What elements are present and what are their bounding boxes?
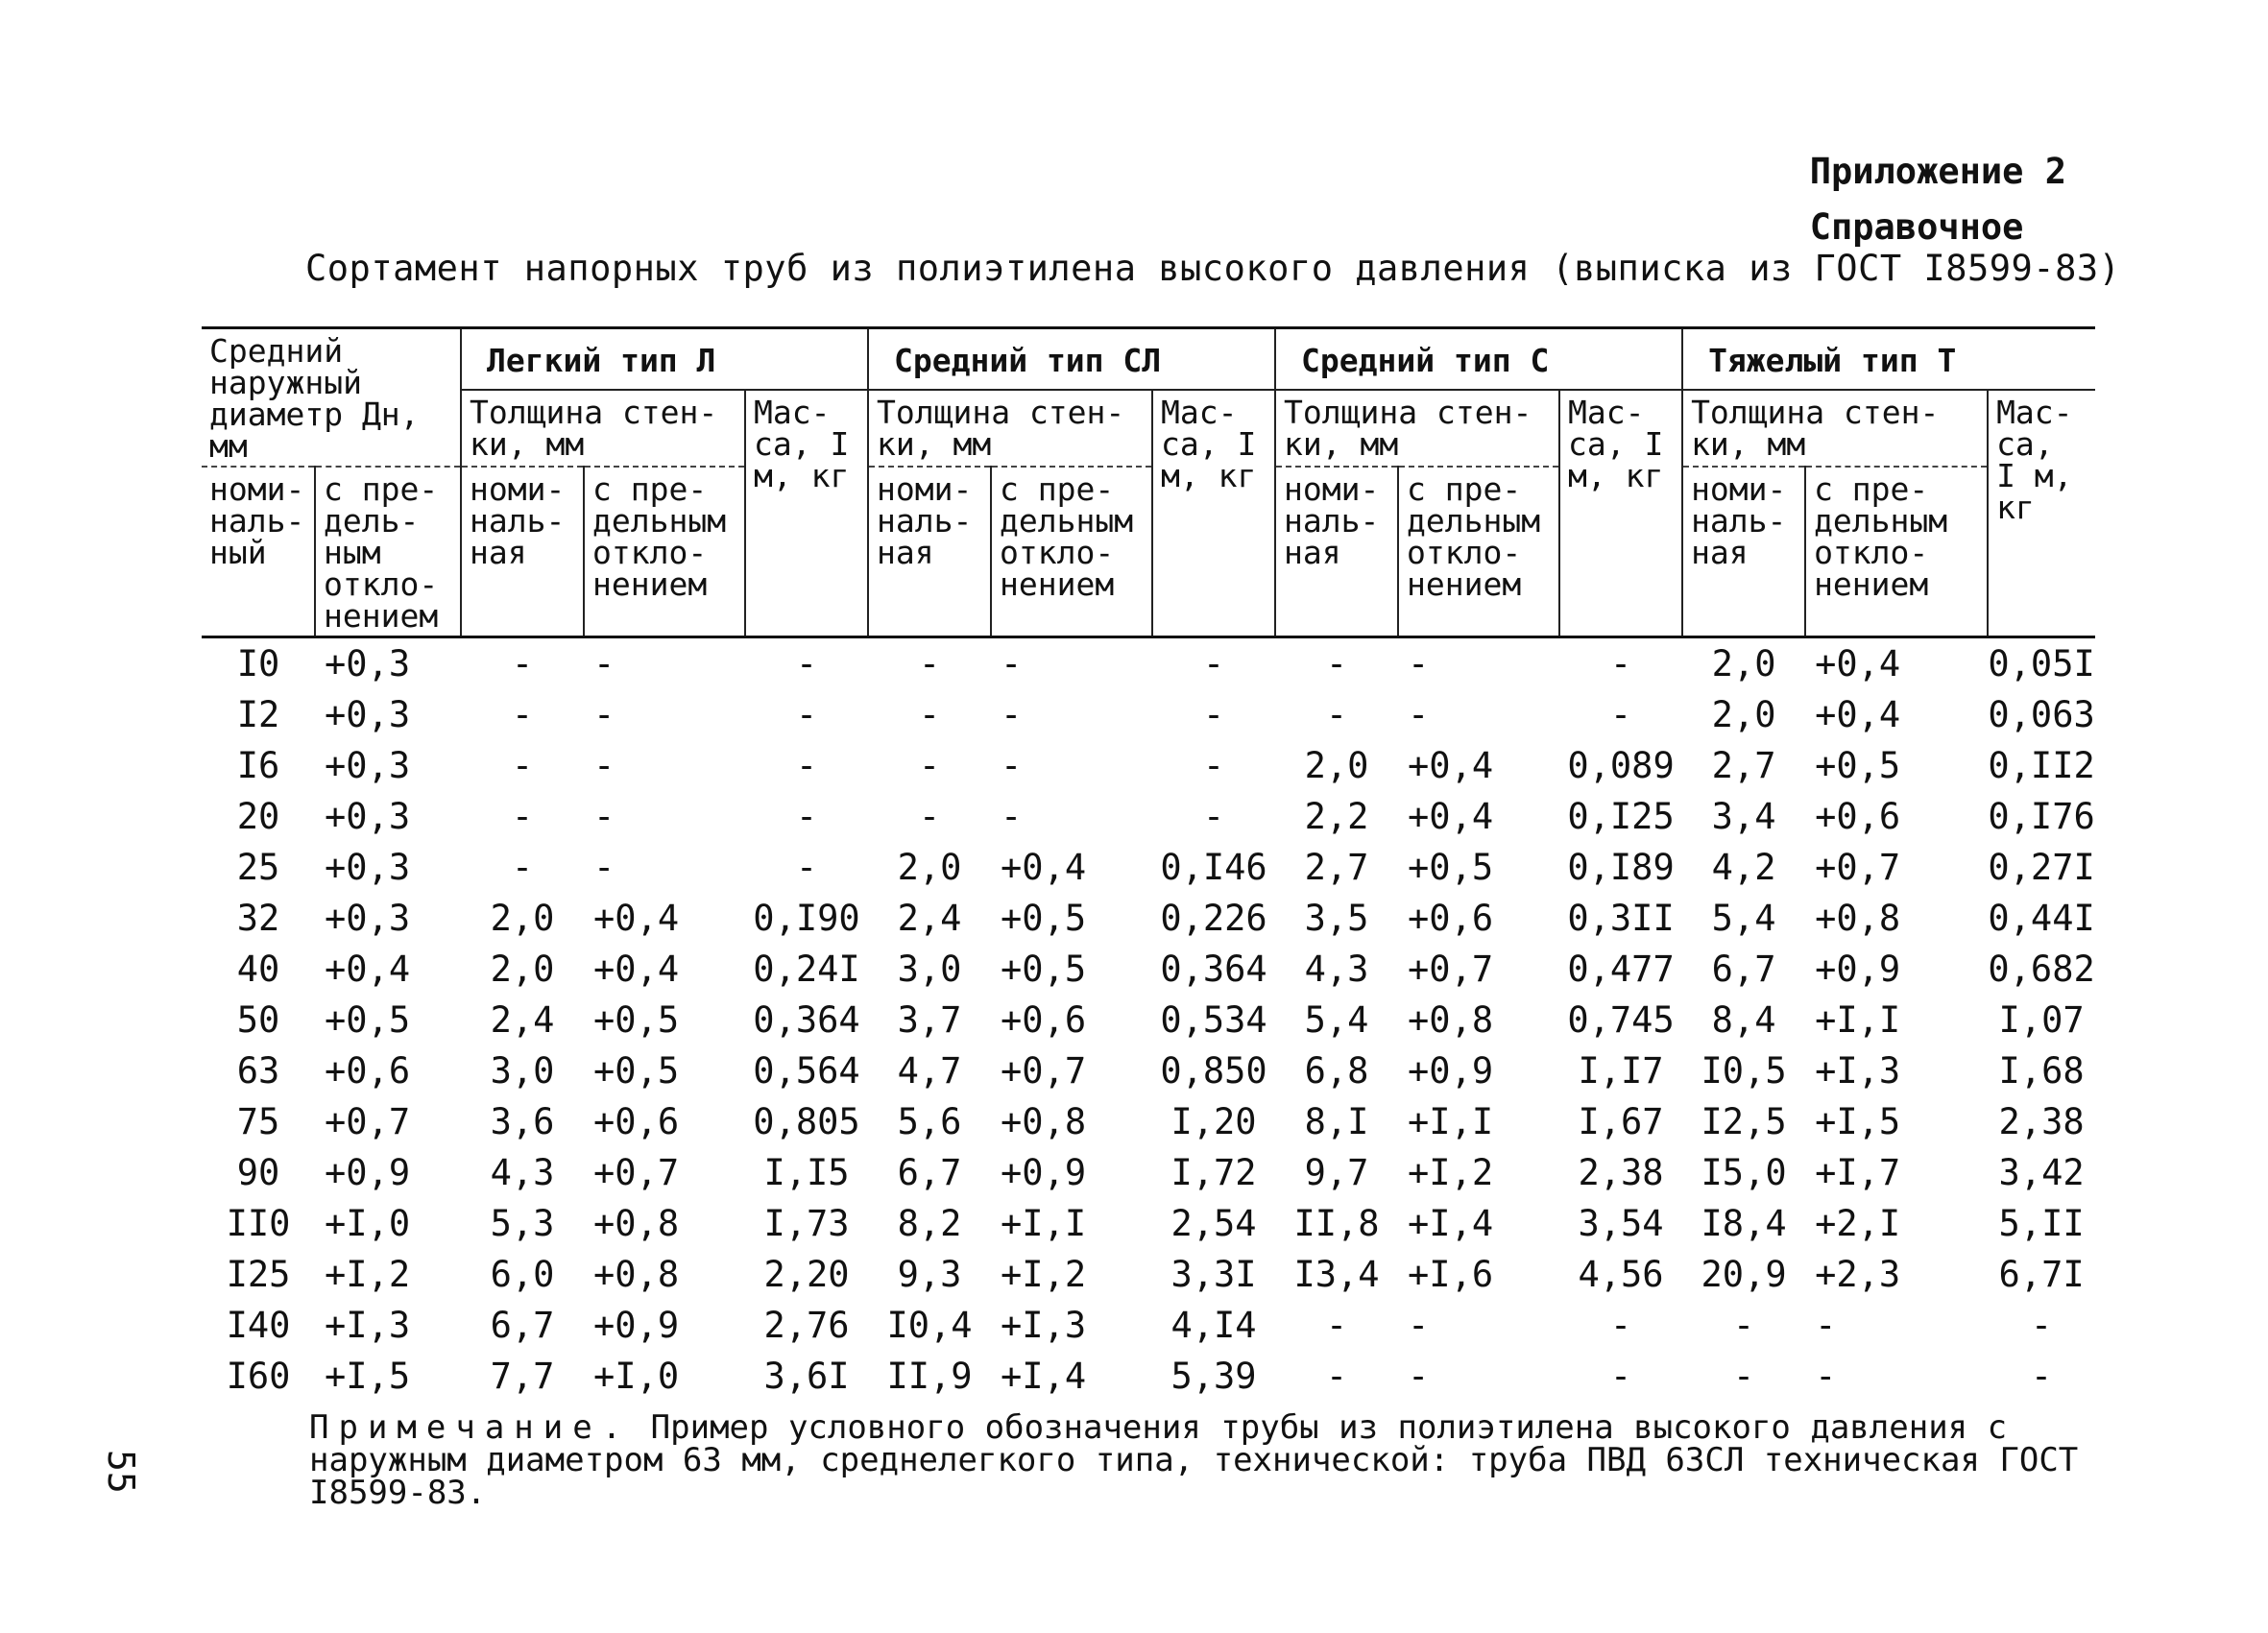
table-cell: +0,3 xyxy=(325,847,411,888)
table-cell: +0,4 xyxy=(1408,745,1494,786)
table-cell: 0,II2 xyxy=(1988,745,2095,786)
table-cell: 5,4 xyxy=(1711,898,1776,939)
table-cell: - xyxy=(1325,643,1348,684)
table-cell: - xyxy=(1408,1356,1430,1397)
table-cell: - xyxy=(511,847,534,888)
table-cell: - xyxy=(511,694,534,735)
table-cell: II,9 xyxy=(886,1356,973,1397)
header-nominal-medium-light: номи- наль- ная xyxy=(868,467,991,637)
table-cell: 2,20 xyxy=(763,1254,850,1295)
table-cell: - xyxy=(1609,1356,1632,1397)
table-cell: +I,2 xyxy=(1408,1152,1494,1193)
table-cell: +0,4 xyxy=(1815,694,1901,735)
table-cell: I5,0 xyxy=(1701,1152,1787,1193)
table-cell: 0,745 xyxy=(1567,999,1675,1041)
table-cell: +0,4 xyxy=(1001,847,1087,888)
table-cell: 0,I25 xyxy=(1567,796,1675,837)
table-cell: +0,5 xyxy=(1001,898,1087,939)
table-cell: +0,7 xyxy=(1815,847,1901,888)
table-cell: +0,7 xyxy=(325,1101,411,1142)
table-cell: +0,9 xyxy=(1408,1050,1494,1092)
table-cell: +0,8 xyxy=(593,1203,680,1244)
table-cell: - xyxy=(1202,694,1225,735)
table-cell: 2,0 xyxy=(1711,694,1776,735)
table-cell: +I,0 xyxy=(325,1203,411,1244)
pipe-assortment-table xyxy=(202,326,2095,1402)
table-cell: 0,05I xyxy=(1988,643,2095,684)
table-cell: II,8 xyxy=(1293,1203,1380,1244)
table-cell: I,I7 xyxy=(1578,1050,1664,1092)
table-cell: - xyxy=(918,643,941,684)
table-cell: 5,3 xyxy=(490,1203,555,1244)
table-cell: +0,6 xyxy=(325,1050,411,1092)
table-cell: 8,I xyxy=(1304,1101,1369,1142)
table-cell: I40 xyxy=(226,1305,291,1346)
table-cell: - xyxy=(1001,796,1023,837)
header-thickness-medium-light: Толщина стен- ки, мм xyxy=(868,390,1152,467)
table-cell: 0,I89 xyxy=(1567,847,1675,888)
table-cell: +0,3 xyxy=(325,694,411,735)
table-cell: +0,8 xyxy=(1815,898,1901,939)
table-cell: I,07 xyxy=(1998,999,2085,1041)
header-deviation-medium-light: с пре- дельным откло- нением xyxy=(991,467,1152,637)
table-cell: 0,564 xyxy=(753,1050,860,1092)
table-cell: - xyxy=(593,745,615,786)
table-cell: 2,4 xyxy=(490,999,555,1041)
table-cell: - xyxy=(918,694,941,735)
table-cell: 5,II xyxy=(1998,1203,2085,1244)
table-cell: - xyxy=(1202,643,1225,684)
table-cell: +0,9 xyxy=(593,1305,680,1346)
table-cell: +0,7 xyxy=(1408,949,1494,990)
table-cell: +0,6 xyxy=(593,1101,680,1142)
table-cell: - xyxy=(593,694,615,735)
header-mass-medium: Мас- са, I м, кг xyxy=(1559,390,1682,637)
table-row xyxy=(202,842,2095,893)
table-row xyxy=(202,689,2095,740)
table-cell: I,I5 xyxy=(763,1152,850,1193)
table-cell: 6,7I xyxy=(1998,1254,2085,1295)
table-cell: - xyxy=(1325,694,1348,735)
table-cell: I,73 xyxy=(763,1203,850,1244)
header-deviation-heavy: с пре- дельным откло- нением xyxy=(1805,467,1988,637)
table-cell: +0,5 xyxy=(1408,847,1494,888)
table-cell: 2,2 xyxy=(1304,796,1369,837)
table-cell: 6,7 xyxy=(1711,949,1776,990)
appendix-label: Приложение 2 xyxy=(1809,151,2066,192)
table-row xyxy=(202,995,2095,1045)
table-cell: - xyxy=(1325,1356,1348,1397)
header-nominal-heavy: номи- наль- ная xyxy=(1682,467,1805,637)
table-cell: 3,4 xyxy=(1711,796,1776,837)
table-cell: 4,2 xyxy=(1711,847,1776,888)
table-cell: +0,4 xyxy=(593,949,680,990)
header-deviation-light: с пре- дельным откло- нением xyxy=(584,467,745,637)
table-cell: 0,I90 xyxy=(753,898,860,939)
table-cell: 4,I4 xyxy=(1170,1305,1257,1346)
table-body xyxy=(202,637,2095,1403)
table-cell: - xyxy=(795,694,818,735)
table-cell: +0,5 xyxy=(593,1050,680,1092)
table-cell: +0,3 xyxy=(325,898,411,939)
table-cell: - xyxy=(1202,796,1225,837)
table-row xyxy=(202,1249,2095,1300)
table-row xyxy=(202,1147,2095,1198)
table-cell: +I,0 xyxy=(593,1356,680,1397)
table-cell: 2,7 xyxy=(1711,745,1776,786)
table-cell: - xyxy=(795,643,818,684)
table-cell: 2,0 xyxy=(897,847,962,888)
table-cell: - xyxy=(1815,1356,1837,1397)
table-row xyxy=(202,791,2095,842)
table-row xyxy=(202,637,2095,690)
table-cell: - xyxy=(593,796,615,837)
header-type-medium-light: Средний тип СЛ xyxy=(868,328,1275,391)
table-cell: 4,3 xyxy=(490,1152,555,1193)
table-cell: +I,6 xyxy=(1408,1254,1494,1295)
table-cell: +0,6 xyxy=(1408,898,1494,939)
table-cell: 3,6I xyxy=(763,1356,850,1397)
table-cell: +I,5 xyxy=(325,1356,411,1397)
table-cell: +0,8 xyxy=(1001,1101,1087,1142)
table-cell: 0,364 xyxy=(753,999,860,1041)
table-cell: 2,0 xyxy=(490,898,555,939)
table-cell: 5,4 xyxy=(1304,999,1369,1041)
table-cell: 3,54 xyxy=(1578,1203,1664,1244)
table-cell: 0,3II xyxy=(1567,898,1675,939)
table-row xyxy=(202,740,2095,791)
table-cell: 2,38 xyxy=(1578,1152,1664,1193)
table-cell: 3,3I xyxy=(1170,1254,1257,1295)
table-cell: 0,24I xyxy=(753,949,860,990)
table-cell: - xyxy=(1609,694,1632,735)
table-cell: 75 xyxy=(236,1101,280,1142)
table-cell: 4,3 xyxy=(1304,949,1369,990)
header-mass-medium-light: Мас- са, I м, кг xyxy=(1152,390,1275,637)
table-cell: 25 xyxy=(236,847,280,888)
table-cell: 3,0 xyxy=(897,949,962,990)
table-cell: +I,I xyxy=(1815,999,1901,1041)
table-cell: - xyxy=(593,643,615,684)
table-cell: 63 xyxy=(236,1050,280,1092)
table-cell: 40 xyxy=(236,949,280,990)
table-cell: +I,3 xyxy=(325,1305,411,1346)
table-cell: 32 xyxy=(236,898,280,939)
table-row xyxy=(202,1351,2095,1402)
table-cell: 6,0 xyxy=(490,1254,555,1295)
appendix-kind: Справочное xyxy=(1809,206,2024,248)
table-cell: - xyxy=(1001,694,1023,735)
table-cell: 3,5 xyxy=(1304,898,1369,939)
table-cell: +0,3 xyxy=(325,796,411,837)
table-cell: 4,7 xyxy=(897,1050,962,1092)
table-cell: - xyxy=(1609,643,1632,684)
table-cell: 8,2 xyxy=(897,1203,962,1244)
table-cell: +0,9 xyxy=(1001,1152,1087,1193)
table-cell: II0 xyxy=(226,1203,291,1244)
table-cell: - xyxy=(1732,1305,1755,1346)
table-row xyxy=(202,944,2095,995)
table-cell: +I,2 xyxy=(325,1254,411,1295)
table-cell: +0,5 xyxy=(1815,745,1901,786)
table-cell: I6 xyxy=(236,745,280,786)
header-mass-light: Мас- са, I м, кг xyxy=(745,390,868,637)
table-cell: 0,44I xyxy=(1988,898,2095,939)
table-cell: 2,0 xyxy=(490,949,555,990)
table-cell: 6,7 xyxy=(897,1152,962,1193)
header-thickness-medium: Толщина стен- ки, мм xyxy=(1275,390,1559,467)
table-cell: I,68 xyxy=(1998,1050,2085,1092)
table-cell: 4,56 xyxy=(1578,1254,1664,1295)
table-cell: - xyxy=(511,745,534,786)
header-deviation-diameter: с пре- дель- ным откло- нением xyxy=(315,467,461,637)
table-cell: 8,4 xyxy=(1711,999,1776,1041)
table-cell: I60 xyxy=(226,1356,291,1397)
table-header xyxy=(202,328,2095,637)
table-cell: +0,9 xyxy=(325,1152,411,1193)
table-cell: 50 xyxy=(236,999,280,1041)
table-cell: 2,54 xyxy=(1170,1203,1257,1244)
table-cell: I0 xyxy=(236,643,280,684)
table-row xyxy=(202,1198,2095,1249)
table-cell: 0,I46 xyxy=(1160,847,1267,888)
table-cell: 5,39 xyxy=(1170,1356,1257,1397)
table-cell: I2,5 xyxy=(1701,1101,1787,1142)
table-cell: +I,5 xyxy=(1815,1101,1901,1142)
table-cell: 2,4 xyxy=(897,898,962,939)
header-thickness-heavy: Толщина стен- ки, мм xyxy=(1682,390,1988,467)
header-nominal-medium: номи- наль- ная xyxy=(1275,467,1398,637)
table-cell: +0,8 xyxy=(1408,999,1494,1041)
note-label: Примечание. xyxy=(309,1408,632,1447)
table-cell: +0,9 xyxy=(1815,949,1901,990)
table-cell: 0,063 xyxy=(1988,694,2095,735)
table-cell: 20 xyxy=(236,796,280,837)
table-cell: +0,7 xyxy=(1001,1050,1087,1092)
table-cell: - xyxy=(1408,643,1430,684)
header-thickness-light: Толщина стен- ки, мм xyxy=(461,390,745,467)
table-cell: +I,I xyxy=(1001,1203,1087,1244)
table-cell: I8,4 xyxy=(1701,1203,1787,1244)
table-cell: +I,3 xyxy=(1001,1305,1087,1346)
table-cell: I2 xyxy=(236,694,280,735)
table-cell: 6,7 xyxy=(490,1305,555,1346)
table-cell: I,67 xyxy=(1578,1101,1664,1142)
note-text: Пример условного обозначения трубы из полиэтилена высокого давления с наружным диаметром 63 мм, среднелегкого типа, технической: труба ПВД 63СЛ техническая ГОСТ I8599-83. xyxy=(309,1408,2079,1512)
table-cell: +0,3 xyxy=(325,643,411,684)
table-cell: +0,5 xyxy=(1001,949,1087,990)
table-cell: 7,7 xyxy=(490,1356,555,1397)
table-cell: +I,7 xyxy=(1815,1152,1901,1193)
table-cell: 9,7 xyxy=(1304,1152,1369,1193)
table-cell: 2,38 xyxy=(1998,1101,2085,1142)
header-type-heavy: Тяжелый тип Т xyxy=(1682,328,2095,391)
table-cell: 0,534 xyxy=(1160,999,1267,1041)
table-cell: - xyxy=(2030,1356,2053,1397)
table-cell: - xyxy=(795,847,818,888)
table-cell: +2,I xyxy=(1815,1203,1901,1244)
header-nominal-light: номи- наль- ная xyxy=(461,467,584,637)
table-cell: 3,0 xyxy=(490,1050,555,1092)
table-cell: - xyxy=(795,745,818,786)
table-cell: I,20 xyxy=(1170,1101,1257,1142)
table-cell: 0,364 xyxy=(1160,949,1267,990)
table-cell: - xyxy=(1202,745,1225,786)
header-type-light: Легкий тип Л xyxy=(461,328,868,391)
table-cell: I25 xyxy=(226,1254,291,1295)
table-cell: +0,6 xyxy=(1815,796,1901,837)
table-cell: - xyxy=(918,745,941,786)
table-cell: I,72 xyxy=(1170,1152,1257,1193)
table-cell: 0,I76 xyxy=(1988,796,2095,837)
table-row xyxy=(202,1096,2095,1147)
table-cell: +0,4 xyxy=(325,949,411,990)
table-cell: +I,I xyxy=(1408,1101,1494,1142)
table-cell: - xyxy=(1408,1305,1430,1346)
table-cell: - xyxy=(1815,1305,1837,1346)
table-title: Сортамент напорных труб из полиэтилена высокого давления (выписка из ГОСТ I8599-83) xyxy=(305,248,2121,289)
table-cell: +0,7 xyxy=(593,1152,680,1193)
table-cell: 0,27I xyxy=(1988,847,2095,888)
table-cell: 2,76 xyxy=(763,1305,850,1346)
table-cell: 3,7 xyxy=(897,999,962,1041)
table-cell: - xyxy=(795,796,818,837)
table-cell: I3,4 xyxy=(1293,1254,1380,1295)
table-cell: +I,3 xyxy=(1815,1050,1901,1092)
table-cell: 0,089 xyxy=(1567,745,1675,786)
table-cell: 0,850 xyxy=(1160,1050,1267,1092)
table-cell: 2,0 xyxy=(1711,643,1776,684)
table-cell: +0,6 xyxy=(1001,999,1087,1041)
table-cell: - xyxy=(1732,1356,1755,1397)
table-cell: 2,7 xyxy=(1304,847,1369,888)
table-cell: I0,5 xyxy=(1701,1050,1787,1092)
header-type-medium: Средний тип С xyxy=(1275,328,1682,391)
table-cell: - xyxy=(2030,1305,2053,1346)
table-cell: 0,226 xyxy=(1160,898,1267,939)
table-cell: +0,4 xyxy=(1815,643,1901,684)
table-cell: - xyxy=(593,847,615,888)
table-row xyxy=(202,893,2095,944)
table-cell: 0,477 xyxy=(1567,949,1675,990)
table-cell: - xyxy=(1325,1305,1348,1346)
table-cell: 5,6 xyxy=(897,1101,962,1142)
table-cell: +I,4 xyxy=(1001,1356,1087,1397)
table-cell: - xyxy=(511,643,534,684)
table-cell: 6,8 xyxy=(1304,1050,1369,1092)
table-cell: +I,2 xyxy=(1001,1254,1087,1295)
table-cell: +I,4 xyxy=(1408,1203,1494,1244)
table-cell: 3,42 xyxy=(1998,1152,2085,1193)
table-cell: 3,6 xyxy=(490,1101,555,1142)
table-row xyxy=(202,1300,2095,1351)
table-cell: I0,4 xyxy=(886,1305,973,1346)
table-cell: - xyxy=(1609,1305,1632,1346)
page-number: 55 xyxy=(100,1450,142,1494)
header-diameter: Средний наружный диаметр Дн, мм xyxy=(202,328,461,468)
table-cell: +0,5 xyxy=(325,999,411,1041)
header-deviation-medium: с пре- дельным откло- нением xyxy=(1398,467,1559,637)
note xyxy=(309,1408,2114,1512)
table-cell: - xyxy=(511,796,534,837)
table-cell: 9,3 xyxy=(897,1254,962,1295)
header-mass-heavy: Мас- са, I м, кг xyxy=(1988,390,2095,637)
table-row xyxy=(202,1045,2095,1096)
table-cell: +0,4 xyxy=(593,898,680,939)
table-cell: 2,0 xyxy=(1304,745,1369,786)
table-cell: 0,805 xyxy=(753,1101,860,1142)
appendix-block xyxy=(1810,144,2066,255)
table-cell: 90 xyxy=(236,1152,280,1193)
table-cell: +0,8 xyxy=(593,1254,680,1295)
table-cell: - xyxy=(1001,745,1023,786)
table-cell: 0,682 xyxy=(1988,949,2095,990)
table-cell: - xyxy=(918,796,941,837)
table-cell: +0,3 xyxy=(325,745,411,786)
table-cell: +0,4 xyxy=(1408,796,1494,837)
table-cell: - xyxy=(1408,694,1430,735)
table-cell: - xyxy=(1001,643,1023,684)
table-cell: +2,3 xyxy=(1815,1254,1901,1295)
header-nominal-diameter: номи- наль- ный xyxy=(202,467,315,637)
table-cell: +0,5 xyxy=(593,999,680,1041)
table-cell: 20,9 xyxy=(1701,1254,1787,1295)
